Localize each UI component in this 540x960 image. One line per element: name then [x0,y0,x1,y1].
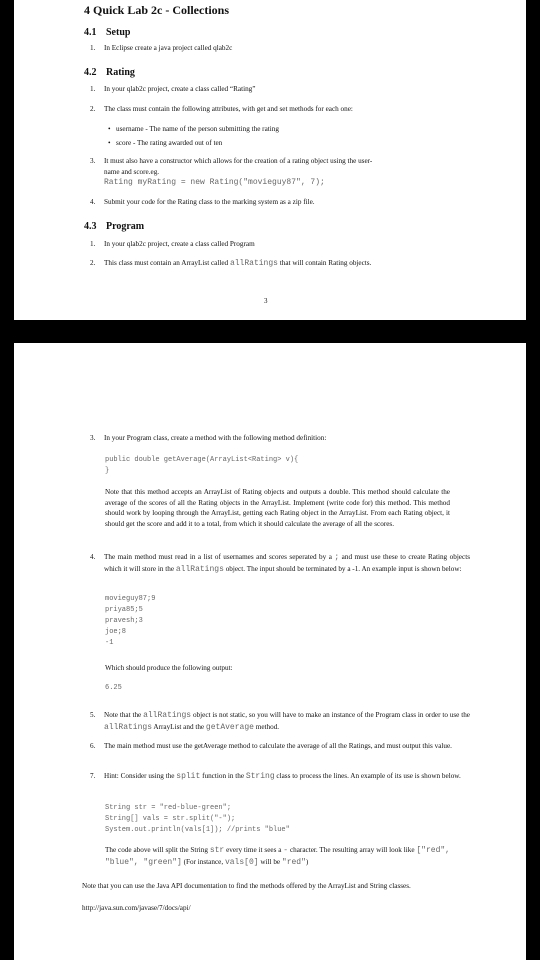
paragraph-final-note: Note that you can use the Java API documentation to find the methods offered by the ArrayList and String classes. [82,882,411,890]
section-heading-rating [84,67,135,78]
section-heading-setup [84,27,130,38]
chapter-heading: 4 Quick Lab 2c - Collections [84,3,230,17]
input-line: pravesh;3 [105,617,143,625]
input-line: joe;8 [105,628,127,636]
section-title: Program [106,221,145,232]
section-number: 4.2 [84,67,97,78]
section-title: Rating [106,67,135,78]
code-line: public double getAverage(ArrayList<Rating> v){ [105,456,299,464]
code-snippet: Rating myRating = new Rating("movieguy87", 7); [104,178,325,187]
api-docs-link[interactable]: http://java.sun.com/javase/7/docs/api/ [82,904,191,912]
input-line: priya85;5 [105,606,143,614]
output-intro: Which should produce the following output: [105,664,233,672]
input-line: -1 [105,639,114,647]
section-title: Setup [106,27,131,38]
section-heading-program [84,221,144,232]
document-page-1: 4 Quick Lab 2c - Collections 4.1 Setup 1. In Eclipse create a java project called qlab2c 4.2 Rating 1. In your qlab2c project, create a class called “Rating” 2. The class must contain the following attributes, with get and set methods for each one: • username - The name of the person submitting the rating • score - The rating awarded out of ten 3. It must also have a constructor which allows for the creation of a rating object using the user- name and score.eg. Rating myRating = new Rating("movieguy87", 7); 4. Submit your code for the Rating class to the marking system as a zip file. 4.3 Program 1. In your qlab2c project, create a class called Program 2. This class must contain an ArrayList called allRatings that will contain Rating objects. 3 [14,0,526,320]
section-number: 4.3 [84,221,97,232]
output-value: 6.25 [105,684,122,692]
section-number: 4.1 [84,27,97,38]
page-number: 3 [264,297,268,305]
document-page-2: 3. In your Program class, create a method with the following method definition: public double getAverage(ArrayList<Rating> v){ } Note that this method accepts an ArrayList of Rating objects and outputs a double. This method should calculate the average of the scores of all the Rating objects in the ArrayList. Implement (write code for) this method. This method should work by looping through the ArrayList, getting each Rating object in the ArrayList. From each Rating object, it should get the score and add it to a total, from which it should calculate the average of all the scores. 4. The main method must read in a list of usernames and scores seperated by a ; and must use these to create Rating objects which it will store in the allRatings object. The input should be terminated by a -1. An example input is shown below: movieguy87;9 priya85;5 pravesh;3 joe;8 -1 Which should produce the following output: 6.25 5. Note that the allRatings object is not static, so you will have to make an instance of the Program class in order to use the allRatings ArrayList and the getAverage method. 6. The main method must use the getAverage method to calculate the average of all the Ratings, and must output this value. 7. Hint: Consider using the split function in the String class to process the lines. An example of its use is shown below. String str = "red-blue-green"; String[] vals = str.split("-"); System.out.println(vals[1]); //prints "blue" The code above will split the String str every time it sees a - character. The resulting array will look like ["red", "blue", "green"] (For instance, vals[0] will be "red") Note that you can use the Java API documentation to find the methods offered by the ArrayList and String classes. http://java.sun.com/javase/7/docs/api/ [14,343,526,960]
paragraph-note: Note that this method accepts an ArrayList of Rating objects and outputs a double. This method should calculate the average of the scores of all the Rating objects in the ArrayList. Implement (write code for) this method. This method should work by looping through the ArrayList, getting each Rating object in the ArrayList. From each Rating object, it should get the score and add it to a total, from which it should calculate the average of all the scores. [105,488,450,528]
code-line: String[] vals = str.split("-"); [105,815,236,823]
code-line: } [105,467,110,475]
bullet-item: • username - The name of the person submitting the rating [116,124,279,134]
bullet-item: • score - The rating awarded out of ten [116,138,222,148]
input-line: movieguy87;9 [105,595,156,603]
paragraph-note: The code above will split the String str every time it sees a - character. The resulting array will look like ["red", "blue", "green"] (For instance, vals[0] will be "red") [105,846,450,867]
code-line: String str = "red-blue-green"; [105,804,232,812]
code-line: System.out.println(vals[1]); //prints "blue" [105,826,290,834]
